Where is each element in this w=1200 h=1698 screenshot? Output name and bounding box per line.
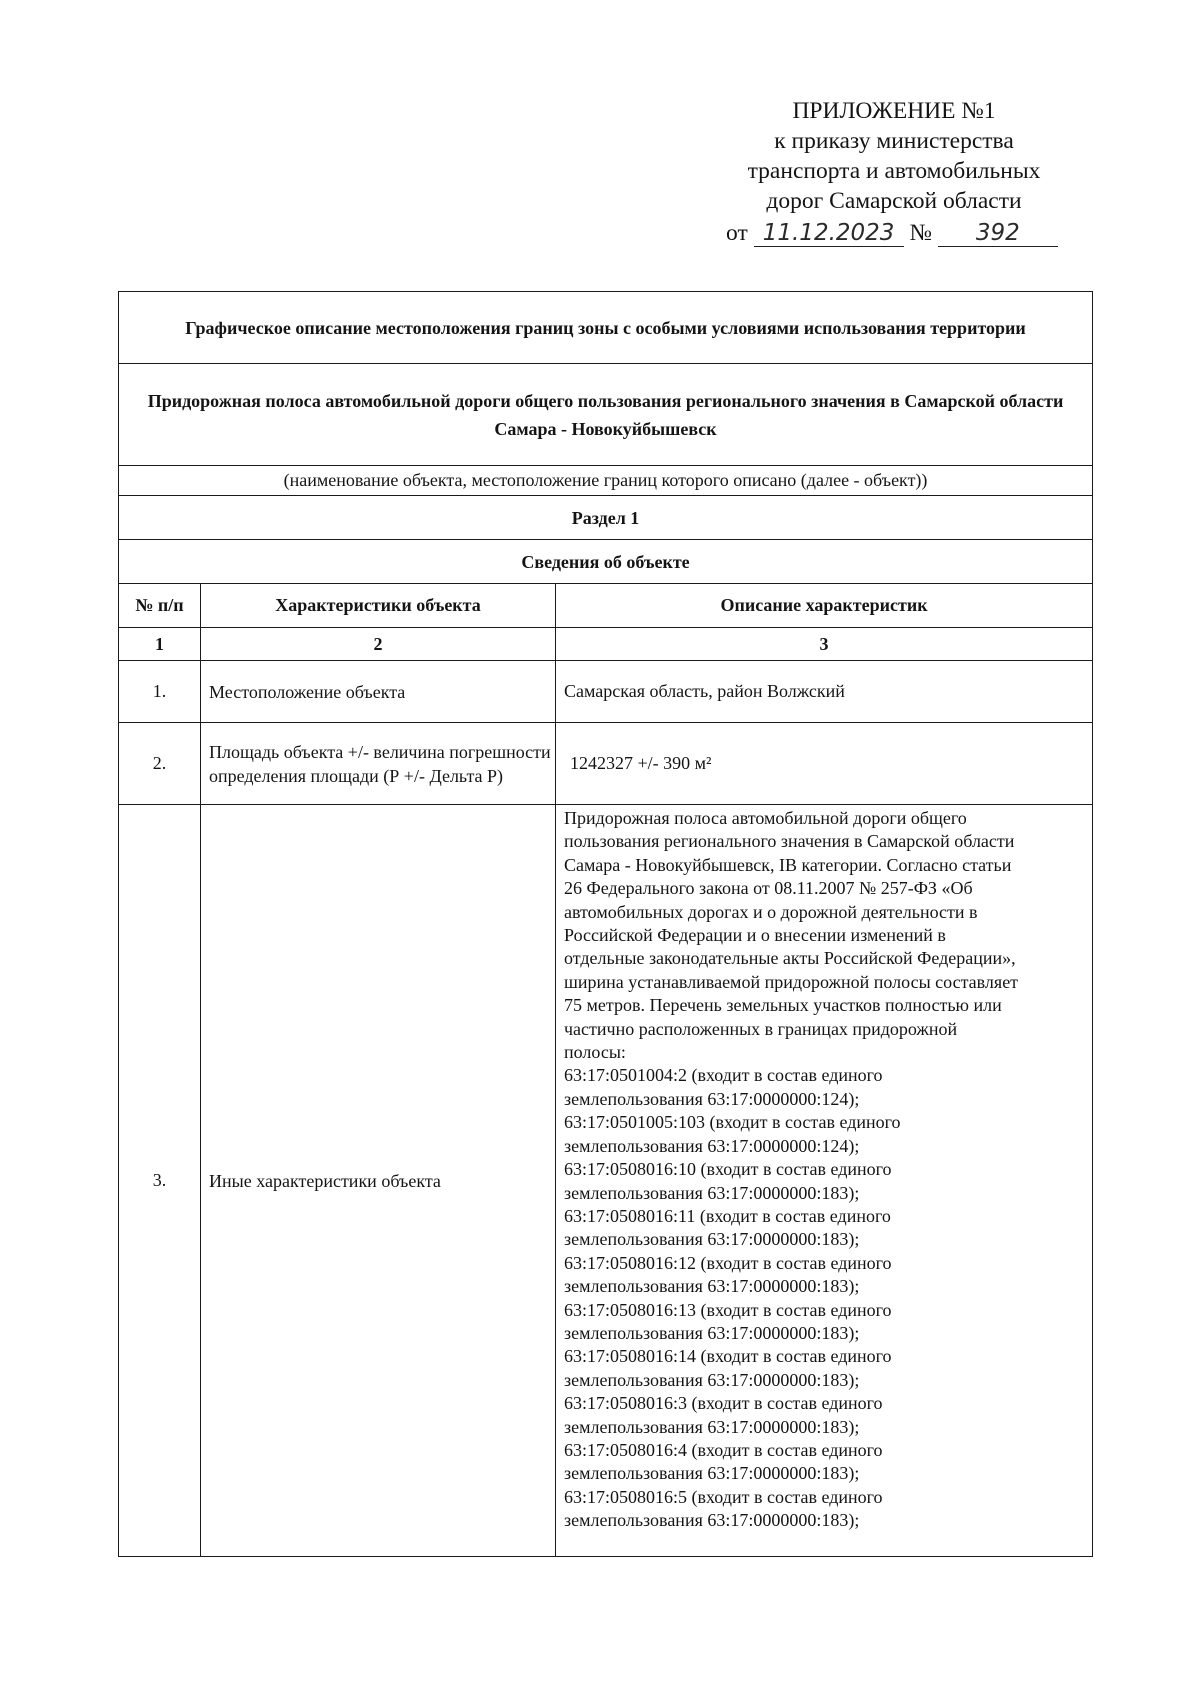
description-line: землепользования 63:17:0000000:183); (564, 1276, 860, 1297)
column-number-1: 1 (119, 628, 201, 661)
description-lines (564, 807, 1086, 1533)
appendix-line-3: дорог Самарской области (766, 188, 1022, 214)
description-line: землепользования 63:17:0000000:183); (564, 1322, 860, 1343)
description-line: землепользования 63:17:0000000:183); (564, 1369, 860, 1390)
row-characteristic: Иные характеристики объекта (201, 805, 556, 1557)
order-date-number (704, 218, 1084, 248)
object-name-note: (наименование объекта, местоположение границ которого описано (далее - объект)) (119, 466, 1093, 496)
description-line: Придорожная полоса автомобильной дороги общего (564, 808, 967, 828)
description-line: 1242327 +/- 390 м² (570, 752, 712, 773)
order-number-handwritten: 392 (975, 220, 1020, 246)
row-characteristic: Площадь объекта +/- величина погрешности определения площади (Р +/- Дельта Р) (201, 723, 556, 805)
description-line: автомобильных дорогах и о дорожной деятельности в (564, 901, 978, 922)
document-title: Графическое описание местоположения границ зоны с особыми условиями использования территории (119, 292, 1093, 364)
row-description (556, 723, 1093, 805)
description-line: 63:17:0501005:103 (входит в состав единого (564, 1112, 901, 1133)
table-row (119, 661, 1093, 723)
appendix-title: ПРИЛОЖЕНИЕ №1 (792, 98, 996, 124)
header-characteristic: Характеристики объекта (201, 584, 556, 628)
column-number-3: 3 (556, 628, 1093, 661)
row-description (556, 661, 1093, 723)
description-line: Российской Федерации и о внесении изменений в (564, 925, 946, 946)
order-date-handwritten: 11.12.2023 (762, 220, 895, 246)
appendix-line-1: к приказу министерства (774, 128, 1014, 154)
description-line: Самара - Новокуйбышевск, IB категории. Согласно статьи (564, 854, 1012, 875)
description-line: 63:17:0508016:3 (входит в состав единого (564, 1393, 883, 1414)
row-characteristic: Местоположение объекта (201, 661, 556, 723)
description-line: полосы: (564, 1042, 626, 1063)
appendix-line-2: транспорта и автомобильных (747, 158, 1041, 184)
header-number: № п/п (119, 584, 201, 628)
section-title: Сведения об объекте (119, 540, 1093, 584)
description-line: отдельные законодательные акты Российской Федерации», (564, 948, 1016, 969)
description-line: частично расположенных в границах придорожной (564, 1018, 958, 1039)
description-line: ширина устанавливаемой придорожной полосы составляет (564, 971, 1019, 992)
description-line: 63:17:0508016:4 (входит в состав единого (564, 1439, 883, 1460)
description-line: 75 метров. Перечень земельных участков полностью или (564, 995, 1002, 1016)
description-line: землепользования 63:17:0000000:183); (564, 1510, 860, 1531)
description-line: 63:17:0508016:12 (входит в состав единого (564, 1252, 892, 1273)
from-label: от (726, 220, 748, 246)
section-label: Раздел 1 (119, 496, 1093, 540)
object-name: Придорожная полоса автомобильной дороги общего пользования регионального значения в Самарской области Самара - Новокуйбышевск (119, 364, 1093, 466)
column-number-2: 2 (201, 628, 556, 661)
description-line: 63:17:0508016:13 (входит в состав единого (564, 1299, 892, 1320)
description-line: 63:17:0501004:2 (входит в состав единого (564, 1065, 883, 1086)
appendix-header (704, 96, 1084, 248)
description-line: 63:17:0508016:5 (входит в состав единого (564, 1486, 883, 1507)
column-numbers-row (119, 628, 1093, 661)
description-line: 63:17:0508016:11 (входит в состав единого (564, 1205, 891, 1226)
description-line: Самарская область, район Волжский (564, 680, 845, 701)
table-row (119, 805, 1093, 1557)
object-info-table (118, 291, 1093, 1557)
order-number-field (938, 220, 1058, 247)
description-line: 26 Федерального закона от 08.11.2007 № 257-ФЗ «Об (564, 878, 973, 899)
row-description-long (556, 805, 1093, 1557)
header-description: Описание характеристик (556, 584, 1093, 628)
number-label: № (909, 220, 932, 246)
description-line: землепользования 63:17:0000000:183); (564, 1416, 860, 1437)
table-header-row (119, 584, 1093, 628)
description-line: землепользования 63:17:0000000:124); (564, 1088, 860, 1109)
description-line: пользования регионального значения в Самарской области (564, 831, 1015, 852)
row-number: 1. (119, 661, 201, 723)
description-line: землепользования 63:17:0000000:183); (564, 1229, 860, 1250)
description-line: 63:17:0508016:10 (входит в состав единого (564, 1159, 892, 1180)
description-line: 63:17:0508016:14 (входит в состав единого (564, 1346, 892, 1367)
description-line: землепользования 63:17:0000000:183); (564, 1182, 860, 1203)
description-line: землепользования 63:17:0000000:124); (564, 1135, 860, 1156)
table-row (119, 723, 1093, 805)
order-date-field (754, 220, 904, 247)
row-number: 2. (119, 723, 201, 805)
row-number: 3. (119, 805, 201, 1557)
description-line: землепользования 63:17:0000000:183); (564, 1463, 860, 1484)
